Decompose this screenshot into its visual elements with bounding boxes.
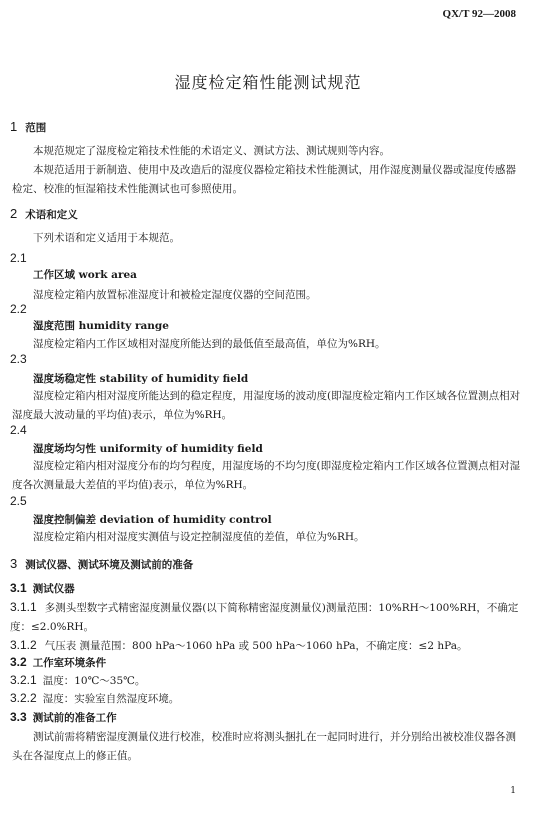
term-definition: 湿度检定箱内相对湿度所能达到的稳定程度，用湿度场的波动度(即湿度检定箱内工作区域各位置测点相对湿度最大波动量的平均值)表示，单位为%RH。	[12, 390, 521, 421]
paragraph: 本规范适用于新制造、使用中及改造后的湿度仪器检定箱技术性能测试，用作湿度测量仪器或湿度传感器检定、校准的恒湿箱技术性能测试也可参照使用。	[12, 164, 516, 195]
paragraph: 下列术语和定义适用于本规范。	[33, 232, 180, 244]
subsection-title: 测试前的准备工作	[32, 712, 117, 724]
clause-text: 温度：10℃～35℃。	[42, 675, 146, 687]
clause-paragraph	[10, 673, 145, 688]
clause-text: 气压表 测量范围：800 hPa～1060 hPa 或 500 hPa～1060 hPa，不确定度：≤2 hPa。	[44, 640, 468, 652]
section-number: 1	[10, 119, 18, 134]
clause-number: 3.1.1	[10, 600, 37, 614]
term-heading: 湿度场稳定性 stability of humidity field	[33, 373, 249, 385]
clause-paragraph	[10, 598, 524, 637]
section-title: 测试仪器、测试环境及测试前的准备	[25, 559, 194, 571]
term-definition: 湿度检定箱内相对湿度实测值与设定控制湿度值的差值，单位为%RH。	[33, 531, 365, 543]
clause-number: 2.1	[10, 251, 27, 265]
paragraph: 本规范规定了湿度检定箱技术性能的术语定义、测试方法、测试规则等内容。	[33, 145, 390, 157]
clause-number: 2.2	[10, 302, 27, 316]
paragraph: 测试前需将精密湿度测量仪进行校准，校准时应将测头捆扎在一起同时进行，并分别给出被校准仪器各测头在各湿度点上的修正值。	[12, 731, 516, 762]
term-heading: 工作区域 work area	[33, 269, 137, 281]
subsection-heading	[10, 581, 75, 596]
subsection-heading	[10, 710, 117, 725]
clause-number: 2.5	[10, 494, 27, 508]
clause-paragraph	[10, 691, 179, 706]
section-title: 范围	[25, 122, 47, 134]
term-heading: 湿度控制偏差 deviation of humidity control	[33, 514, 272, 526]
clause-number: 2.4	[10, 423, 27, 437]
clause-number: 3.2.2	[10, 691, 37, 705]
clause-paragraph	[10, 636, 524, 656]
clause-number: 3.2	[10, 655, 27, 669]
clause-number: 3.1.2	[10, 638, 37, 652]
subsection-heading	[10, 655, 106, 670]
section-1-heading	[10, 119, 46, 135]
term-definition: 湿度检定箱内相对湿度分布的均匀程度，用湿度场的不均匀度(即湿度检定箱内工作区域各位置测点相对湿度各次测量最大差值的平均值)表示，单位为%RH。	[12, 460, 521, 491]
term-heading: 湿度场均匀性 uniformity of humidity field	[33, 443, 263, 455]
subsection-title: 工作室环境条件	[32, 657, 107, 669]
clause-number: 3.2.1	[10, 673, 37, 687]
section-number: 2	[10, 206, 18, 221]
standard-code: QX/T 92—2008	[442, 8, 516, 20]
clause-text: 多测头型数字式精密湿度测量仪器(以下简称精密湿度测量仪)测量范围：10%RH～100%RH，不确定度：≤2.0%RH。	[10, 602, 519, 633]
clause-number: 3.3	[10, 710, 27, 724]
clause-text: 湿度：实验室自然湿度环境。	[42, 693, 180, 705]
term-definition: 湿度检定箱内放置标准湿度计和被检定湿度仪器的空间范围。	[33, 289, 317, 301]
clause-number: 3.1	[10, 581, 27, 595]
clause-number: 2.3	[10, 352, 27, 366]
section-number: 3	[10, 556, 18, 571]
section-title: 术语和定义	[25, 209, 78, 221]
term-definition: 湿度检定箱内工作区域相对湿度所能达到的最低值至最高值，单位为%RH。	[33, 338, 386, 350]
term-heading: 湿度范围 humidity range	[33, 320, 169, 332]
page-title: 湿度检定箱性能测试规范	[174, 73, 362, 92]
subsection-title: 测试仪器	[32, 583, 75, 595]
section-2-heading	[10, 206, 78, 222]
section-3-heading	[10, 556, 193, 572]
page-number: 1	[510, 786, 516, 796]
